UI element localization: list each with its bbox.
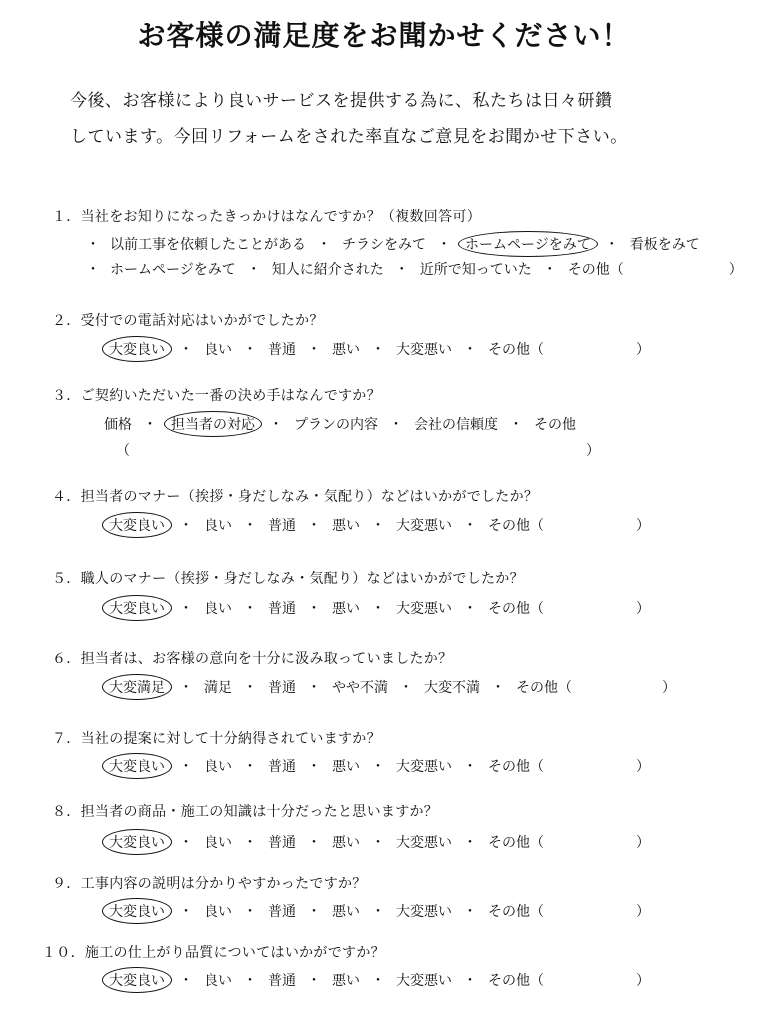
q9-option-normal[interactable]: 普通 (268, 904, 296, 920)
intro-line-2: しています。今回リフォームをされた率直なご意見をお聞かせ下さい。 (70, 127, 628, 147)
q6-option-normal[interactable]: 普通 (268, 680, 296, 696)
question-8: ８．担当者の商品・施工の知識は十分だったと思いますか？ (52, 804, 439, 820)
q4-option-normal[interactable]: 普通 (268, 518, 296, 534)
q4-option-bad[interactable]: 悪い (332, 518, 360, 534)
q9-option-bad[interactable]: 悪い (332, 904, 360, 920)
q6-option-very-satisfied-selected[interactable]: 大変満足 (102, 674, 172, 700)
q8-option-very-good-selected[interactable]: 大変良い (102, 829, 172, 855)
q1-option-flyer[interactable]: チラシをみて (342, 237, 426, 253)
q10-option-good[interactable]: 良い (204, 973, 232, 989)
q10-option-other[interactable]: その他（ (488, 973, 544, 989)
page-title: お客様の満足度をお聞かせください！ (137, 19, 631, 52)
q7-option-very-bad[interactable]: 大変悪い (396, 759, 452, 775)
q6-option-somewhat-dissatisfied[interactable]: やや不満 (332, 680, 388, 696)
q3-other-paren: （ ） (116, 443, 600, 459)
q6-options: 大変満足 ・ 満足 ・ 普通 ・ やや不満 ・ 大変不満 ・ その他（ ） (106, 677, 676, 697)
q5-option-normal[interactable]: 普通 (268, 601, 296, 617)
q3-options: 価格 ・ 担当者の対応 ・ プランの内容 ・ 会社の信頼度 ・ その他 (104, 414, 576, 434)
q9-option-very-bad[interactable]: 大変悪い (396, 904, 452, 920)
q4-option-good[interactable]: 良い (204, 518, 232, 534)
q8-options: 大変良い ・ 良い ・ 普通 ・ 悪い ・ 大変悪い ・ その他（ ） (106, 832, 650, 852)
q5-options: 大変良い ・ 良い ・ 普通 ・ 悪い ・ 大変悪い ・ その他（ ） (106, 598, 650, 618)
q8-option-other[interactable]: その他（ (488, 835, 544, 851)
q5-option-very-good-selected[interactable]: 大変良い (102, 595, 172, 621)
q9-options: 大変良い ・ 良い ・ 普通 ・ 悪い ・ 大変悪い ・ その他（ ） (106, 901, 650, 921)
q4-options: 大変良い ・ 良い ・ 普通 ・ 悪い ・ 大変悪い ・ その他（ ） (106, 515, 650, 535)
q10-option-normal[interactable]: 普通 (268, 973, 296, 989)
q1-option-signboard[interactable]: 看板をみて (629, 237, 700, 253)
question-10: １０．施工の仕上がり品質についてはいかがですか？ (42, 945, 385, 961)
q7-option-bad[interactable]: 悪い (332, 759, 360, 775)
q8-option-normal[interactable]: 普通 (268, 835, 296, 851)
q7-option-good[interactable]: 良い (204, 759, 232, 775)
q1-option-other[interactable]: その他（ (567, 262, 624, 278)
q10-options: 大変良い ・ 良い ・ 普通 ・ 悪い ・ 大変悪い ・ その他（ ） (106, 970, 650, 990)
q2-option-very-good-selected[interactable]: 大変良い (102, 336, 172, 362)
q1-option-referral[interactable]: 知人に紹介された (271, 262, 384, 278)
q10-option-very-good-selected[interactable]: 大変良い (102, 967, 172, 993)
q2-option-other[interactable]: その他（ (488, 342, 544, 358)
q7-options: 大変良い ・ 良い ・ 普通 ・ 悪い ・ 大変悪い ・ その他（ ） (106, 756, 650, 776)
question-5: ５．職人のマナー（挨拶・身だしなみ・気配り）などはいかがでしたか？ (52, 571, 524, 587)
q6-option-satisfied[interactable]: 満足 (204, 680, 232, 696)
q1-option-prior-work[interactable]: 以前工事を依頼したことがある (110, 237, 306, 253)
q3-option-staff-selected[interactable]: 担当者の対応 (164, 411, 262, 437)
q7-option-very-good-selected[interactable]: 大変良い (102, 753, 172, 779)
q3-option-other[interactable]: その他 (534, 417, 576, 433)
q1-options-row-1: ・ 以前工事を依頼したことがある ・ チラシをみて ・ ホームページをみて ・ 看板をみて (86, 234, 700, 254)
q5-option-other[interactable]: その他（ (488, 601, 544, 617)
question-2: ２．受付での電話対応はいかがでしたか？ (52, 313, 324, 329)
q3-option-price[interactable]: 価格 (104, 417, 132, 433)
q1-options-row-2: ・ ホームページをみて ・ 知人に紹介された ・ 近所で知っていた ・ その他（ ） (86, 259, 743, 279)
q7-option-other[interactable]: その他（ (488, 759, 544, 775)
question-3: ３．ご契約いただいた一番の決め手はなんですか？ (52, 388, 381, 404)
q3-option-plan[interactable]: プランの内容 (294, 417, 378, 433)
q9-option-very-good-selected[interactable]: 大変良い (102, 898, 172, 924)
q9-option-other[interactable]: その他（ (488, 904, 544, 920)
question-7: ７．当社の提案に対して十分納得されていますか？ (52, 731, 381, 747)
question-6: ６．担当者は、お客様の意向を十分に汲み取っていましたか？ (52, 651, 453, 667)
q9-option-good[interactable]: 良い (204, 904, 232, 920)
q2-option-very-bad[interactable]: 大変悪い (396, 342, 452, 358)
intro-line-1: 今後、お客様により良いサービスを提供する為に、私たちは日々研鑽 (70, 91, 613, 111)
q10-option-very-bad[interactable]: 大変悪い (396, 973, 452, 989)
q8-option-good[interactable]: 良い (204, 835, 232, 851)
q2-option-normal[interactable]: 普通 (268, 342, 296, 358)
q5-option-bad[interactable]: 悪い (332, 601, 360, 617)
question-9: ９．工事内容の説明は分かりやすかったですか？ (52, 876, 367, 892)
q5-option-very-bad[interactable]: 大変悪い (396, 601, 452, 617)
q3-option-trust[interactable]: 会社の信頼度 (414, 417, 498, 433)
q2-option-bad[interactable]: 悪い (332, 342, 360, 358)
q8-option-bad[interactable]: 悪い (332, 835, 360, 851)
q10-option-bad[interactable]: 悪い (332, 973, 360, 989)
q1-option-neighborhood[interactable]: 近所で知っていた (419, 262, 532, 278)
q1-option-homepage[interactable]: ホームページをみて (110, 262, 236, 278)
q4-option-very-bad[interactable]: 大変悪い (396, 518, 452, 534)
q2-option-good[interactable]: 良い (204, 342, 232, 358)
q1-option-homepage-selected[interactable]: ホームページをみて (458, 231, 598, 257)
question-1: １．当社をお知りになったきっかけはなんですか？（複数回答可） (52, 209, 481, 225)
q7-option-normal[interactable]: 普通 (268, 759, 296, 775)
q4-option-very-good-selected[interactable]: 大変良い (102, 512, 172, 538)
q8-option-very-bad[interactable]: 大変悪い (396, 835, 452, 851)
q5-option-good[interactable]: 良い (204, 601, 232, 617)
q2-options: 大変良い ・ 良い ・ 普通 ・ 悪い ・ 大変悪い ・ その他（ ） (106, 339, 650, 359)
q6-option-very-dissatisfied[interactable]: 大変不満 (424, 680, 480, 696)
q4-option-other[interactable]: その他（ (488, 518, 544, 534)
q6-option-other[interactable]: その他（ (516, 680, 572, 696)
question-4: ４．担当者のマナー（挨拶・身だしなみ・気配り）などはいかがでしたか？ (52, 489, 539, 505)
